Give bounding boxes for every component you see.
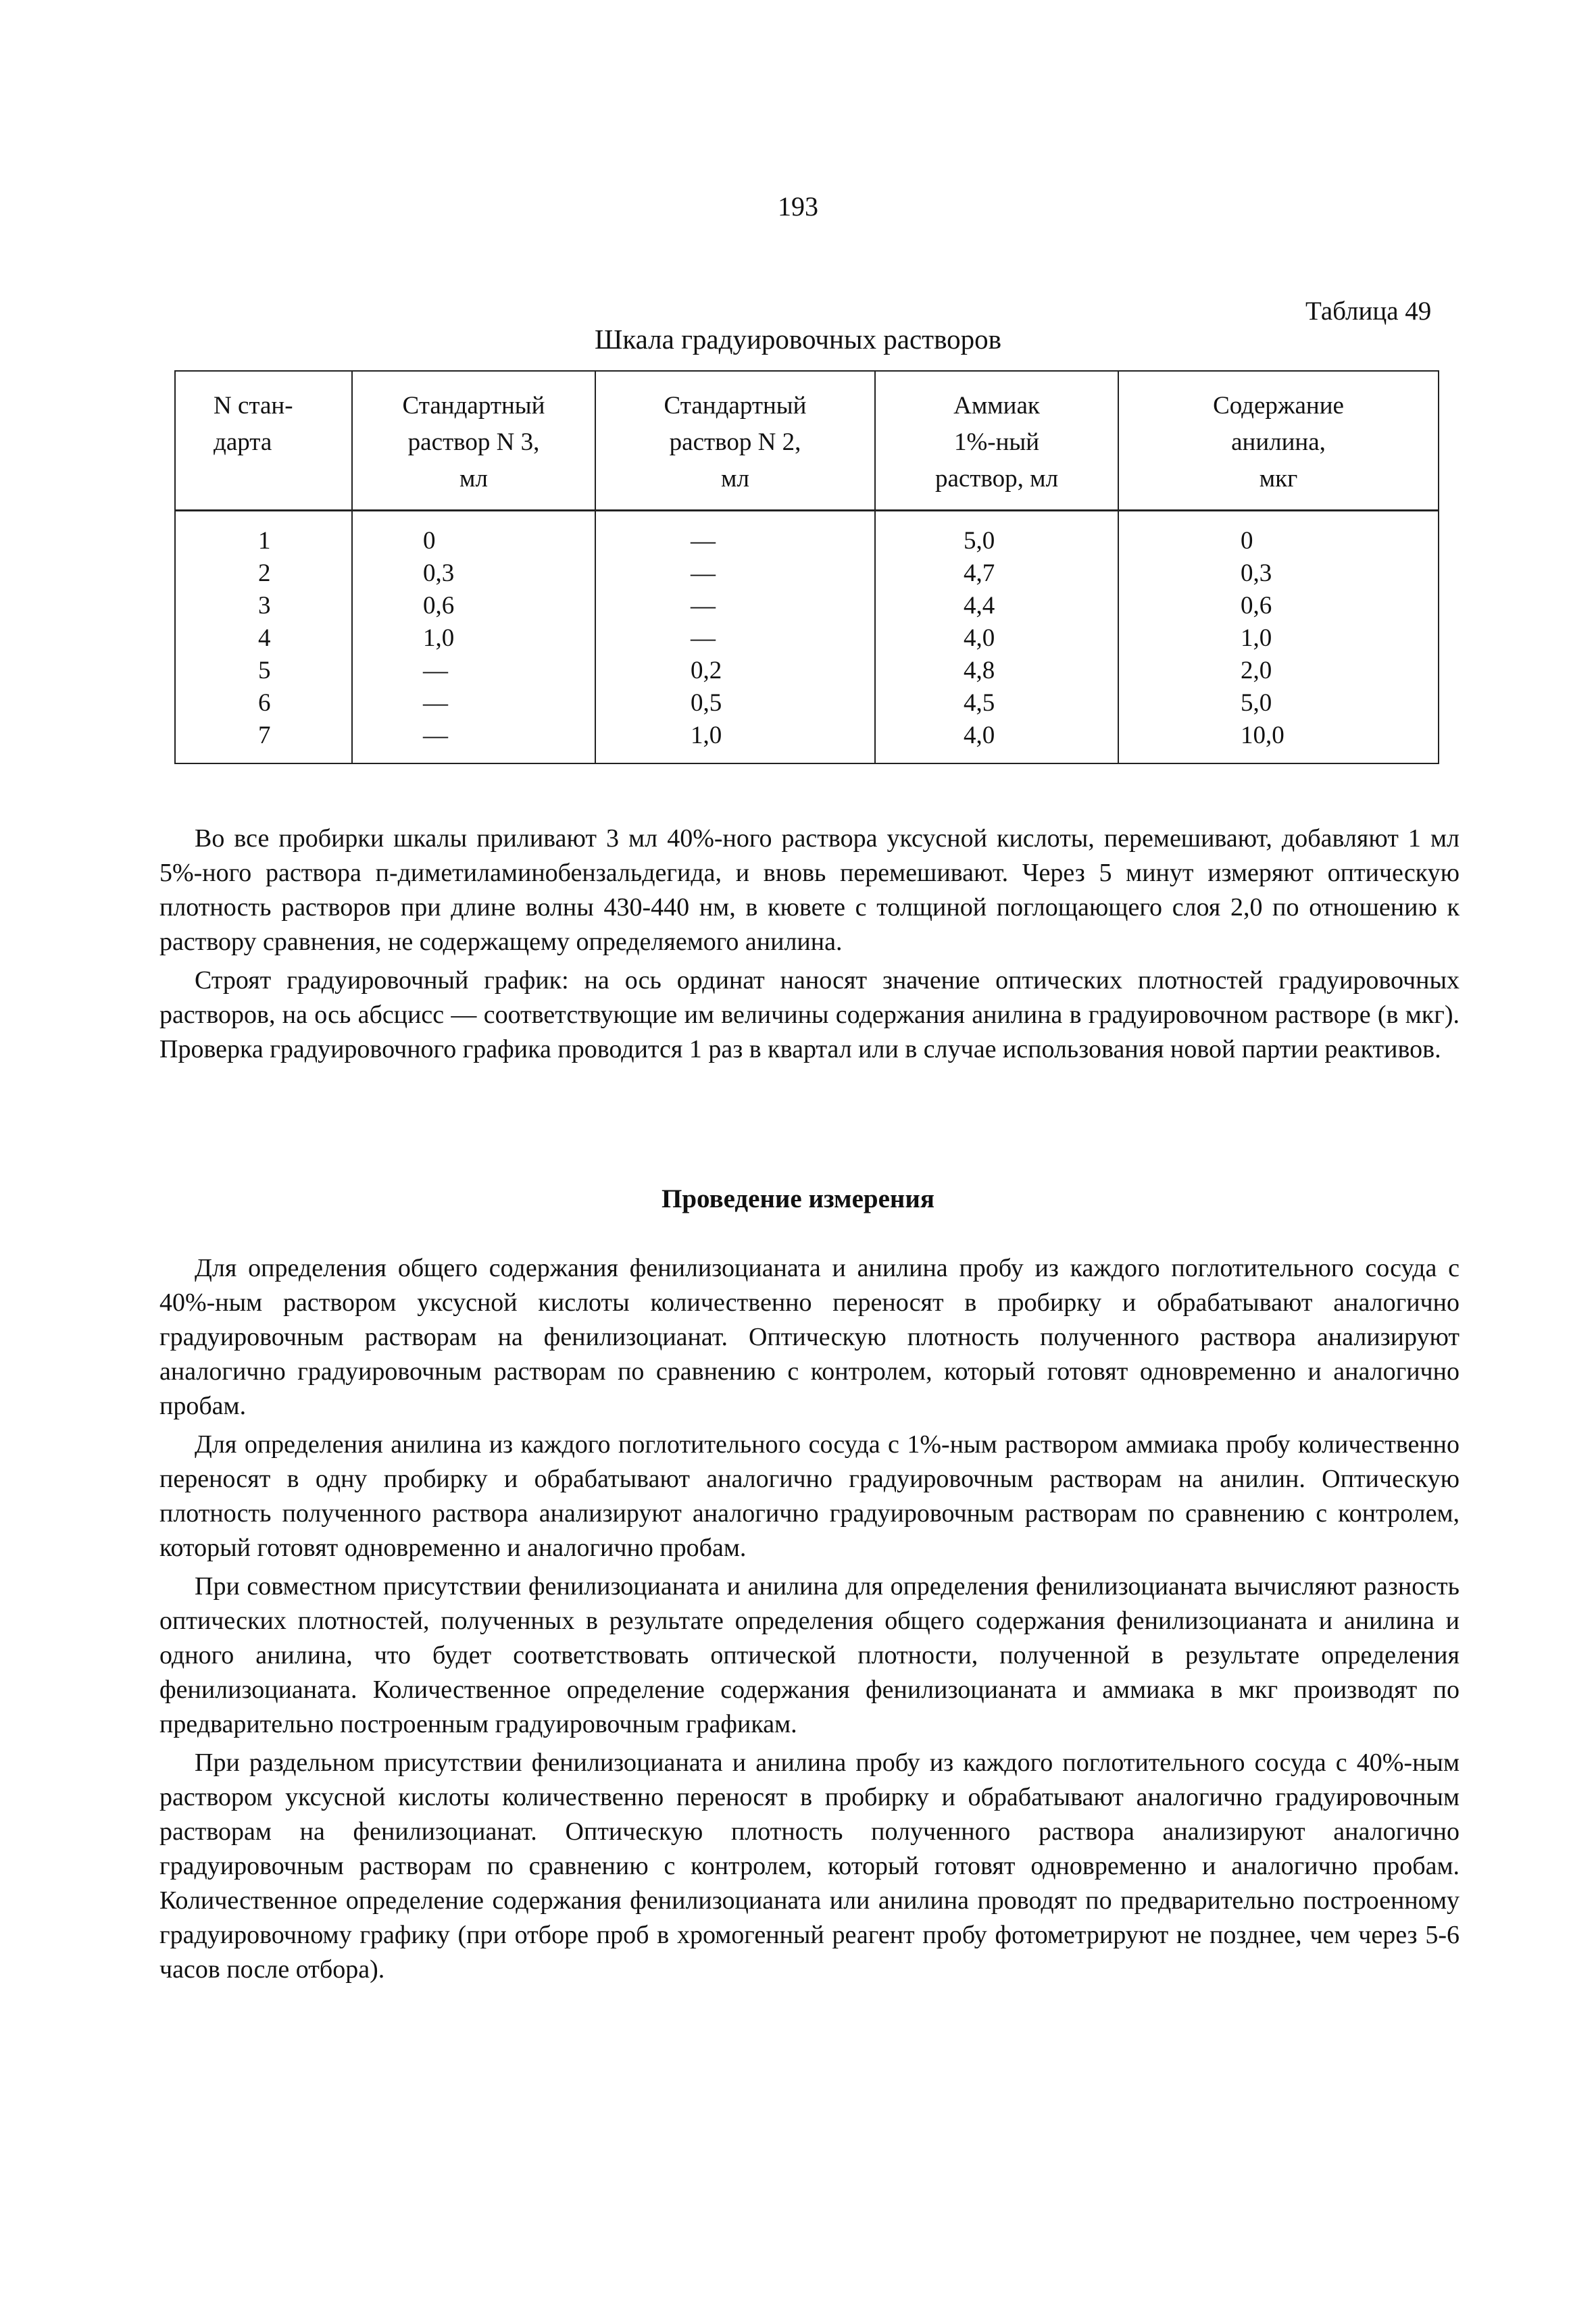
- table-cell: 4,8: [875, 655, 1118, 687]
- calibration-table-container: [174, 370, 1438, 764]
- header-ammonia-solution: [875, 371, 1118, 511]
- table-title: Шкала градуировочных растворов: [594, 324, 1002, 355]
- table-cell: 4,0: [875, 720, 1118, 763]
- table-cell: 4: [175, 622, 352, 655]
- page-number: 193: [778, 191, 818, 222]
- section-heading: Проведение измерения: [662, 1184, 934, 1213]
- header-text-line: Стандартный: [402, 392, 545, 420]
- paragraph: При совместном присутствии фенилизоцианата и анилина для определения фенилизоцианата вычисляют разность оптических плотностей, полученных в результате определения общего содержания фенилизоцианата и анилина и одного анилина, что будет соответствовать оптической плотности, полученной в результате определения фенилизоцианата. Количественное определение содержания фенилизоцианата и аммиака в мкг производят по предварительно построенным градуировочным графикам.: [159, 1572, 1460, 1738]
- header-text-line: мкг: [1259, 465, 1298, 493]
- paragraph: При раздельном присутствии фенилизоцианата и анилина пробу из каждого поглотительного сосуда с 40%-ным раствором уксусной кислоты количественно переносят в пробирку и обрабатывают аналогично градуировочным растворам на фенилизоцианат. Оптическую плотность полученного раствора анализируют аналогично градуировочным растворам по сравнению с контролем, который готовят одновременно и аналогично пробам. Количественное определение содержания фенилизоцианата или анилина проводят по предварительно построенному градуировочному графику (при отборе проб в хромогенный реагент пробу фотометрируют не позднее, чем через 5-6 часов после отбора).: [159, 1749, 1460, 1984]
- calibration-table: [174, 370, 1439, 764]
- table-cell: 0: [352, 511, 595, 558]
- table-caption: Таблица 49: [1305, 297, 1432, 326]
- header-standard-number: [175, 371, 352, 511]
- table-cell: 4,0: [875, 622, 1118, 655]
- table-cell: 5,0: [1118, 687, 1439, 720]
- table-cell: 1,0: [352, 622, 595, 655]
- table-cell: 10,0: [1118, 720, 1439, 763]
- header-text-line: раствор N 3,: [407, 428, 540, 456]
- table-cell: 4,4: [875, 590, 1118, 622]
- table-cell: 3: [175, 590, 352, 622]
- table-row: [175, 511, 1439, 558]
- table-cell: —: [595, 590, 875, 622]
- table-row: [175, 557, 1439, 590]
- table-cell: 5,0: [875, 511, 1118, 558]
- table-cell: 7: [175, 720, 352, 763]
- paragraph: Во все пробирки шкалы приливают 3 мл 40%-ного раствора уксусной кислоты, перемешивают, добавляют 1 мл 5%-ного раствора п-диметиламинобензальдегида, и вновь перемешивают. Через 5 минут измеряют оптическую плотность растворов при длине волны 430-440 нм, в кювете с толщиной поглощающего слоя 2,0 по отношению к раствору сравнения, не содержащему определяемого анилина.: [159, 824, 1460, 956]
- header-text-line: N стан-: [214, 392, 293, 420]
- table-row: [175, 687, 1439, 720]
- table-header-row: [175, 371, 1439, 511]
- header-standard-solution-2: [595, 371, 875, 511]
- header-standard-solution-3: [352, 371, 595, 511]
- header-aniline-content: [1118, 371, 1439, 511]
- table-cell: —: [352, 687, 595, 720]
- table-cell: 4,5: [875, 687, 1118, 720]
- table-cell: —: [352, 720, 595, 763]
- table-cell: 2: [175, 557, 352, 590]
- paragraph: Строят градуировочный график: на ось ординат наносят значение оптических плотностей градуировочных растворов, на ось абсцисс — соответствующие им величины содержания анилина в градуировочном растворе (в мкг). Проверка градуировочного графика проводится 1 раз в квартал или в случае использования новой партии реактивов.: [159, 966, 1460, 1063]
- table-row: [175, 622, 1439, 655]
- paragraph: Для определения анилина из каждого поглотительного сосуда с 1%-ным раствором аммиака пробу количественно переносят в одну пробирку и обрабатывают аналогично градуировочным растворам на анилин. Оптическую плотность полученного раствора анализируют аналогично градуировочным растворам по сравнению с контролем, который готовят одновременно и аналогично пробам.: [159, 1430, 1460, 1562]
- header-text-line: мл: [721, 465, 749, 493]
- header-text-line: Стандартный: [664, 392, 807, 420]
- table-cell: 0,5: [595, 687, 875, 720]
- table-cell: —: [595, 511, 875, 558]
- table-cell: 5: [175, 655, 352, 687]
- header-text-line: Аммиак: [953, 392, 1040, 420]
- table-cell: 0,3: [1118, 557, 1439, 590]
- table-cell: 1,0: [595, 720, 875, 763]
- table-cell: 0,2: [595, 655, 875, 687]
- preparation-text: [159, 822, 1460, 1071]
- measurement-text: [159, 1251, 1460, 1991]
- table-cell: 0,6: [352, 590, 595, 622]
- table-cell: —: [595, 557, 875, 590]
- table-cell: —: [352, 655, 595, 687]
- header-text-line: мл: [459, 465, 488, 493]
- header-text-line: раствор N 2,: [669, 428, 801, 456]
- table-cell: 1,0: [1118, 622, 1439, 655]
- table-cell: 0,3: [352, 557, 595, 590]
- table-cell: 2,0: [1118, 655, 1439, 687]
- table-cell: 0,6: [1118, 590, 1439, 622]
- table-cell: —: [595, 622, 875, 655]
- table-cell: 0: [1118, 511, 1439, 558]
- header-text-line: дарта: [214, 428, 272, 456]
- table-row: [175, 655, 1439, 687]
- table-row: [175, 590, 1439, 622]
- header-text-line: 1%-ный: [953, 428, 1040, 456]
- table-cell: 1: [175, 511, 352, 558]
- table-cell: 4,7: [875, 557, 1118, 590]
- header-text-line: раствор, мл: [934, 465, 1059, 493]
- header-text-line: Содержание: [1213, 392, 1344, 420]
- table-row: [175, 720, 1439, 763]
- header-text-line: анилина,: [1231, 428, 1326, 456]
- paragraph: Для определения общего содержания фенилизоцианата и анилина пробу из каждого поглотительного сосуда с 40%-ным раствором уксусной кислоты количественно переносят в пробирку и обрабатывают аналогично градуировочным растворам на фенилизоцианат. Оптическую плотность полученного раствора анализируют аналогично градуировочным растворам по сравнению с контролем, который готовят одновременно и аналогично пробам.: [159, 1254, 1460, 1420]
- table-cell: 6: [175, 687, 352, 720]
